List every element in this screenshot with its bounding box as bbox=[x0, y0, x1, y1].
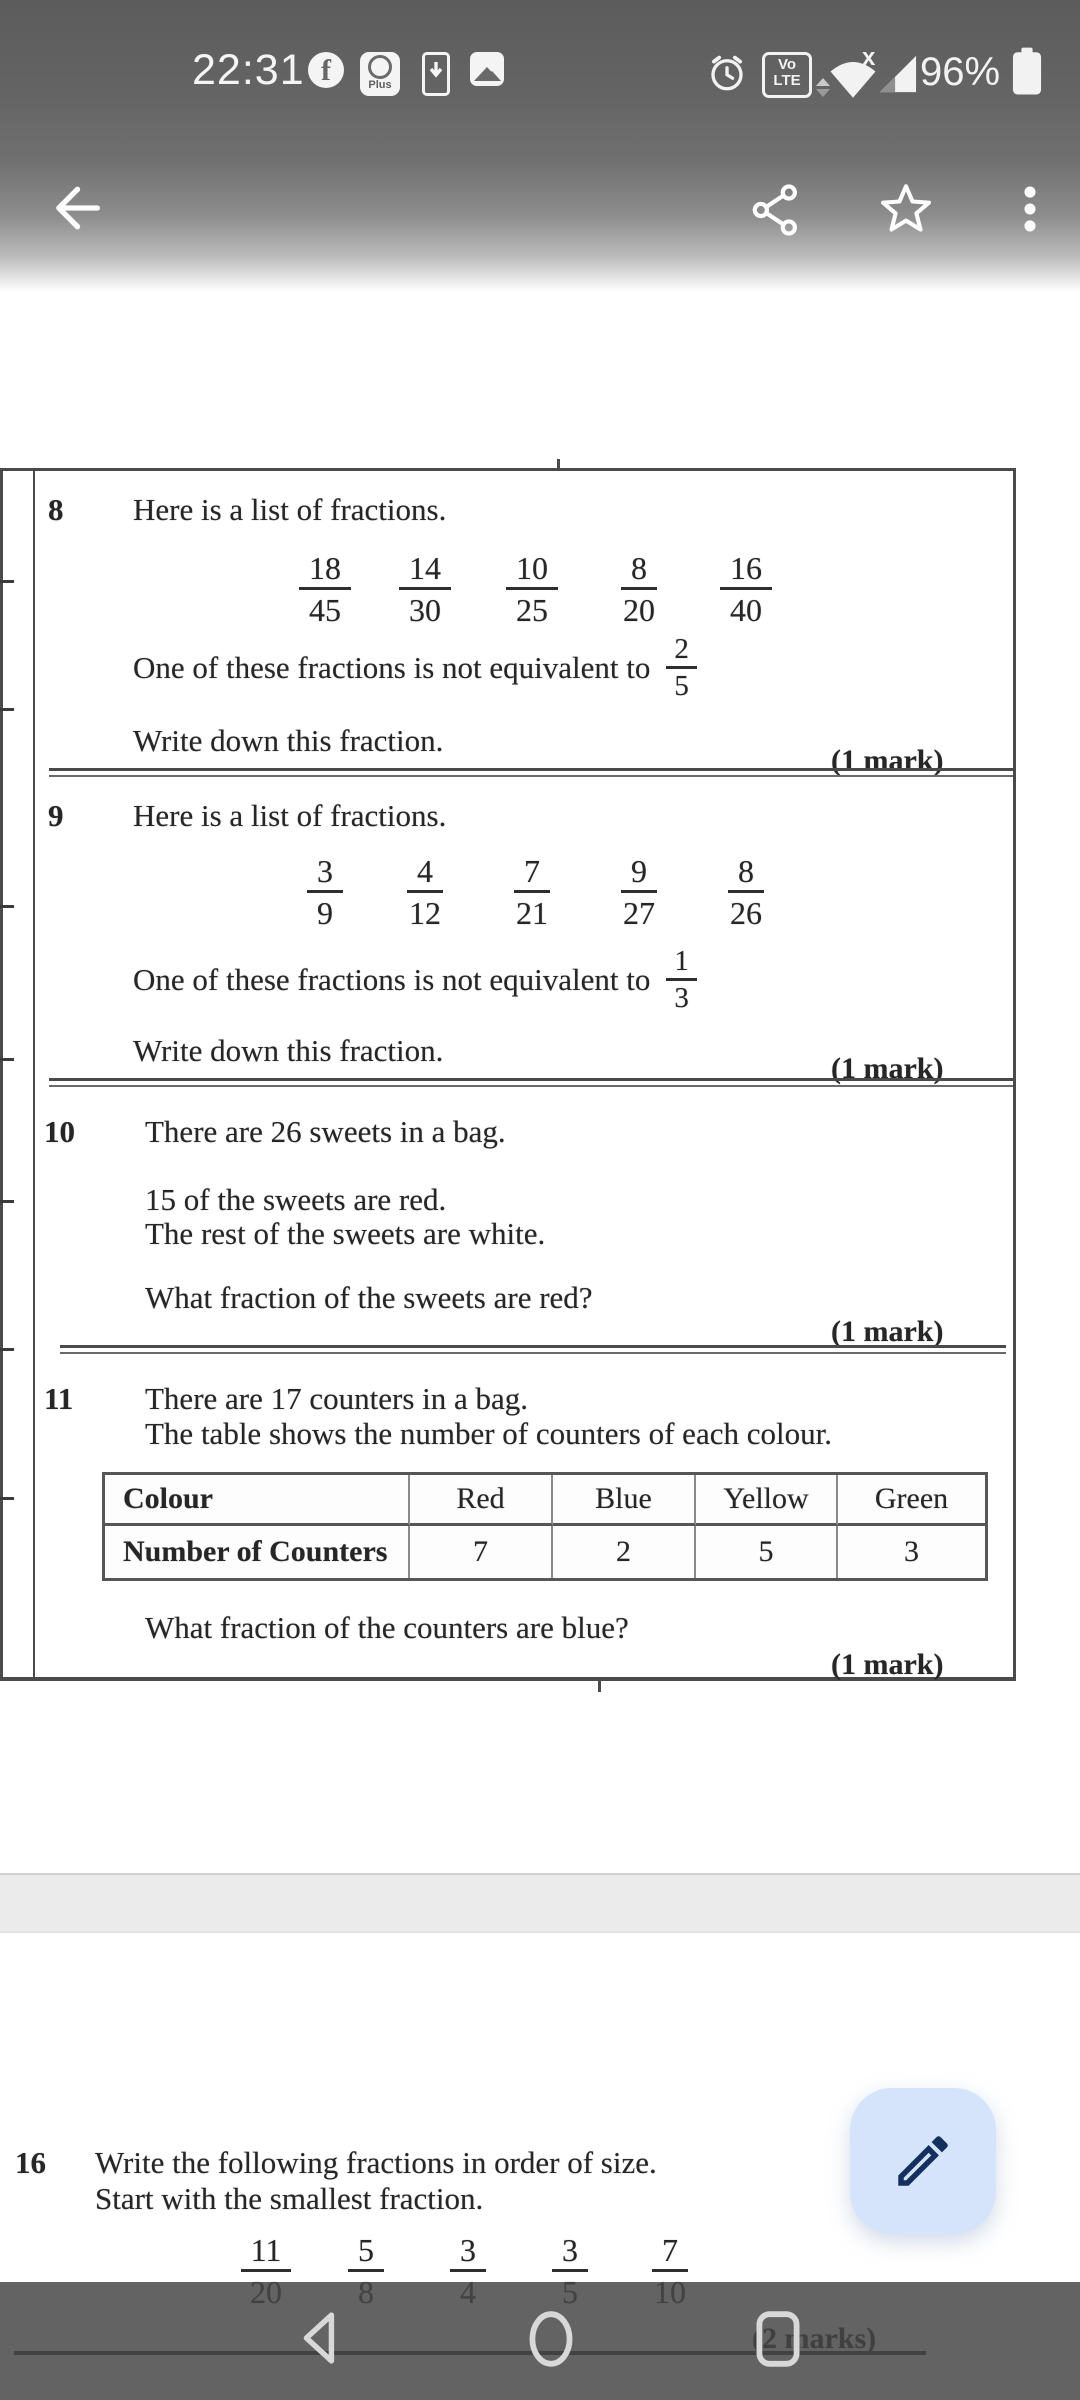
question-instruction: Write down this fraction. bbox=[133, 1033, 444, 1068]
page-separator-band bbox=[0, 1873, 1080, 1933]
question-text: Here is a list of fractions. bbox=[133, 492, 447, 527]
gallery-mountain-small bbox=[483, 71, 501, 81]
question-text: There are 17 counters in a bag. bbox=[145, 1381, 529, 1416]
question-text: The table shows the number of counters of each colour. bbox=[145, 1416, 832, 1451]
page-frame-top bbox=[0, 468, 1016, 471]
fraction: 5 bbox=[331, 2234, 401, 2308]
fraction: 3 bbox=[433, 2234, 503, 2308]
alarm-icon bbox=[706, 52, 748, 94]
question-separator bbox=[49, 768, 1013, 777]
clock-time: 22:31 bbox=[192, 46, 305, 94]
question-separator bbox=[60, 1345, 1006, 1354]
marks-label: (1 mark) bbox=[831, 1052, 944, 1085]
battery-icon bbox=[1012, 46, 1042, 96]
marks-label: (1 mark) bbox=[831, 1648, 944, 1681]
fraction: 3 bbox=[535, 2234, 605, 2308]
margin-tick bbox=[0, 1497, 14, 1500]
table-value-cell: 3 bbox=[904, 1535, 919, 1568]
edit-fab-button[interactable] bbox=[850, 2088, 996, 2234]
question-number: 16 bbox=[15, 2145, 46, 2180]
fraction: 7 bbox=[635, 2234, 705, 2308]
fraction: $\frac{8}{20}$ bbox=[623, 550, 655, 628]
margin-tick bbox=[0, 1348, 14, 1351]
table-header-cell: Colour bbox=[105, 1475, 410, 1526]
fraction: $\frac{4}{12}$ bbox=[409, 853, 441, 931]
marks-label: (1 mark) bbox=[831, 744, 944, 777]
question-text: What fraction of the sweets are red? bbox=[145, 1280, 593, 1315]
page-frame-left-inner bbox=[33, 468, 35, 1680]
fraction: 11 bbox=[231, 2234, 301, 2308]
volte-icon: Vo LTE bbox=[762, 52, 812, 98]
question-number: 10 bbox=[44, 1114, 75, 1149]
lidl-logo-circle bbox=[368, 55, 392, 79]
gallery-icon bbox=[470, 52, 504, 86]
question-text: 15 of the sweets are red. bbox=[145, 1182, 447, 1217]
more-menu-button[interactable] bbox=[1012, 180, 1048, 238]
fraction: $\frac{10}{25}$ bbox=[497, 552, 567, 626]
question-stem: One of these fractions is not equivalent to $\frac{2}{5}$ bbox=[133, 630, 697, 706]
question-instruction: Write down this fraction. bbox=[133, 723, 444, 758]
frame-bottom-tick bbox=[598, 1681, 601, 1692]
share-button[interactable] bbox=[748, 182, 804, 238]
page-frame-right bbox=[1013, 468, 1016, 1680]
nav-back-icon[interactable] bbox=[296, 2308, 346, 2368]
margin-tick bbox=[0, 905, 14, 908]
question-text: Here is a list of fractions. bbox=[133, 798, 447, 833]
question-text: The rest of the sweets are white. bbox=[145, 1216, 546, 1251]
fraction: $\frac{9}{27}$ bbox=[623, 853, 655, 931]
fraction: $\frac{7}{21}$ bbox=[516, 853, 548, 931]
fraction: $\frac{1}{3}$ bbox=[666, 947, 697, 1013]
status-bar bbox=[0, 0, 1080, 100]
fraction: $\frac{18}{45}$ bbox=[290, 552, 360, 626]
battery-percent: 96% bbox=[920, 50, 1001, 94]
question-text: Write the following fractions in order of size. bbox=[95, 2145, 657, 2180]
margin-tick bbox=[0, 1058, 14, 1061]
no-signal-x: x bbox=[862, 44, 876, 71]
question-text: There are 26 sweets in a bag. bbox=[145, 1114, 506, 1149]
question-separator bbox=[49, 1078, 1013, 1087]
table-value-cell: 2 bbox=[553, 1526, 696, 1578]
fraction: $\frac{2}{5}$ bbox=[666, 635, 697, 701]
fraction: $\frac{16}{40}$ bbox=[711, 552, 781, 626]
facebook-icon: f bbox=[308, 52, 344, 88]
download-icon bbox=[422, 52, 450, 96]
table-row-label: Number of Counters bbox=[105, 1526, 410, 1578]
question-number: 8 bbox=[48, 492, 64, 527]
table-header-cell: Yellow bbox=[696, 1475, 838, 1526]
question-text: What fraction of the counters are blue? bbox=[145, 1610, 629, 1645]
nav-recents-icon[interactable] bbox=[752, 2308, 804, 2370]
nav-home-icon[interactable] bbox=[526, 2308, 576, 2370]
margin-tick bbox=[0, 708, 14, 711]
pencil-icon bbox=[890, 2128, 956, 2194]
fraction: $\frac{14}{30}$ bbox=[390, 552, 460, 626]
margin-tick bbox=[0, 1200, 14, 1203]
question-text: Start with the smallest fraction. bbox=[95, 2181, 484, 2216]
fraction: $\frac{8}{26}$ bbox=[730, 853, 762, 931]
table-value-cell: 5 bbox=[696, 1526, 838, 1578]
marks-label: (1 mark) bbox=[831, 1315, 944, 1348]
question-number: 11 bbox=[44, 1381, 74, 1416]
lidl-plus-icon: Plus bbox=[360, 52, 400, 96]
back-button[interactable] bbox=[44, 180, 104, 236]
fraction: $\frac{3}{9}$ bbox=[290, 855, 360, 929]
question-stem: One of these fractions is not equivalent to $\frac{1}{3}$ bbox=[133, 942, 697, 1018]
frame-top-tick bbox=[557, 459, 560, 468]
navigation-bar bbox=[0, 2282, 1080, 2400]
signal-x-icon bbox=[876, 54, 918, 94]
star-button[interactable] bbox=[876, 180, 936, 238]
table-value-cell: 7 bbox=[410, 1526, 553, 1578]
question-number: 9 bbox=[48, 798, 64, 833]
margin-tick bbox=[0, 580, 14, 583]
counters-table bbox=[102, 1472, 988, 1581]
table-header-cell: Red bbox=[410, 1475, 553, 1526]
table-header-cell: Blue bbox=[553, 1475, 696, 1526]
table-header-cell: Green bbox=[838, 1475, 985, 1526]
